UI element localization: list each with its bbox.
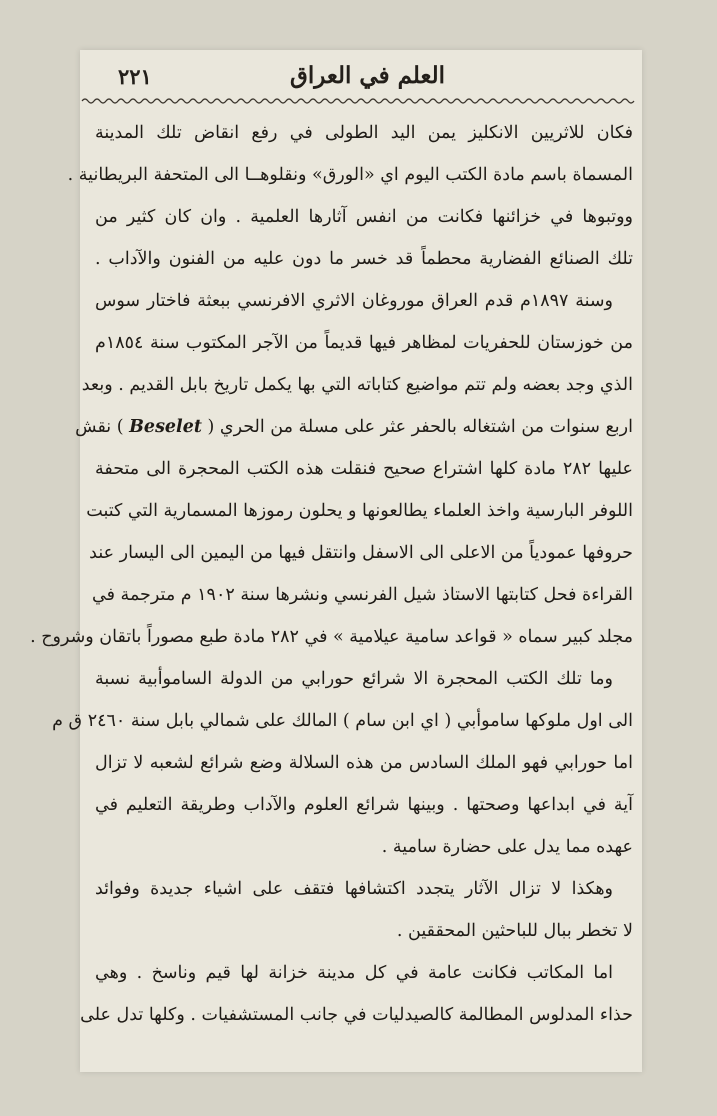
text-line: اللوفر البارسية واخذ العلماء يطالعونها و يحلون رموزها المسمارية التي كتبت [86,501,633,521]
page-header [100,60,640,100]
text-line: حذاء المدلوس المطالمة كالصيدليات في جانب المستشفيات . وكلها تدل على [80,1005,633,1025]
running-title: العلم في العراق [289,62,445,89]
text-line: تلك الصنائع الفضارية محطماً قد خسر ما دون عليه من الفنون والآداب . [95,249,633,269]
text-line: وهكذا لا تزال الآثار يتجدد اكتشافها فتقف على اشياء جديدة وفوائد [95,879,613,899]
text-line: مجلد كبير سماه « قواعد سامية عيلامية » في ٢٨٢ مادة طبع مصوراً باتقان وشروح . [30,627,633,647]
text-line: آية في ابداعها وصحتها . وبينها شرائع العلوم والآداب وطريقة التعليم في [95,795,633,815]
text-line: لا تخطر ببال للباحثين المحققين . [396,921,633,941]
text-line-with-latin [75,406,633,448]
text-line: فكان للاثريين الانكليز يمن اليد الطولى في رفع انقاض تلك المدينة [95,123,633,143]
text-line: حروفها عمودياً من الاعلى الى الاسفل وانتقل فيها من اليمين الى اليسار عند [89,543,633,563]
page-number: ٢٢١ [118,64,152,89]
text-line: ووتبوها في خزائنها فكانت من انفس آثارها العلمية . وان كان كثير من [95,207,633,227]
text-line: اما حورابي فهو الملك السادس من هذه السلالة وضع شرائع لشعبه لا تزال [95,753,633,773]
latin-word: Beselet [129,417,202,437]
wavy-rule [82,96,630,106]
text-line: الى اول ملوكها ساموأبي ( اي ابن سام ) المالك على شمالي بابل سنة ٢٤٦٠ ق م [52,711,633,731]
text-line: وما تلك الكتب المحجرة الا شرائع حورابي من الدولة الساموأبية نسبة [95,669,613,689]
line-part-after: ) نقش [75,417,130,437]
text-line: المسماة باسم مادة الكتب اليوم اي «الورق» ونقلوهــا الى المتحفة البريطانية . [67,165,633,185]
text-line: اما المكاتب فكانت عامة في كل مدينة خزانة لها قيم وناسخ . وهي [95,963,613,983]
body-text [30,112,633,1036]
text-line: وسنة ١٨٩٧م قدم العراق موروغان الاثري الافرنسي ببعثة فاختار سوس [95,291,614,311]
text-line: من خوزستان للحفريات لمظاهر فيها قديماً من الآجر المكتوب سنة ١٨٥٤م [95,333,633,353]
line-part-before: اربع سنوات من اشتغاله بالحفر عثر على مسلة من الحري ( [201,417,633,437]
text-line: عليها ٢٨٢ مادة كلها اشتراع صحيح فنقلت هذه الكتب المحجرة الى متحفة [95,459,633,479]
text-line: القراءة فحل كتابتها الاستاذ شيل الفرنسي ونشرها سنة ١٩٠٢ م مترجمة في [92,585,633,605]
text-line: عهده مما يدل على حضارة سامية . [381,837,633,857]
text-line: الذي وجد بعضه ولم تتم مواضيع كتاباته التي بها يكمل تاريخ بابل القديم . وبعد [81,375,633,395]
